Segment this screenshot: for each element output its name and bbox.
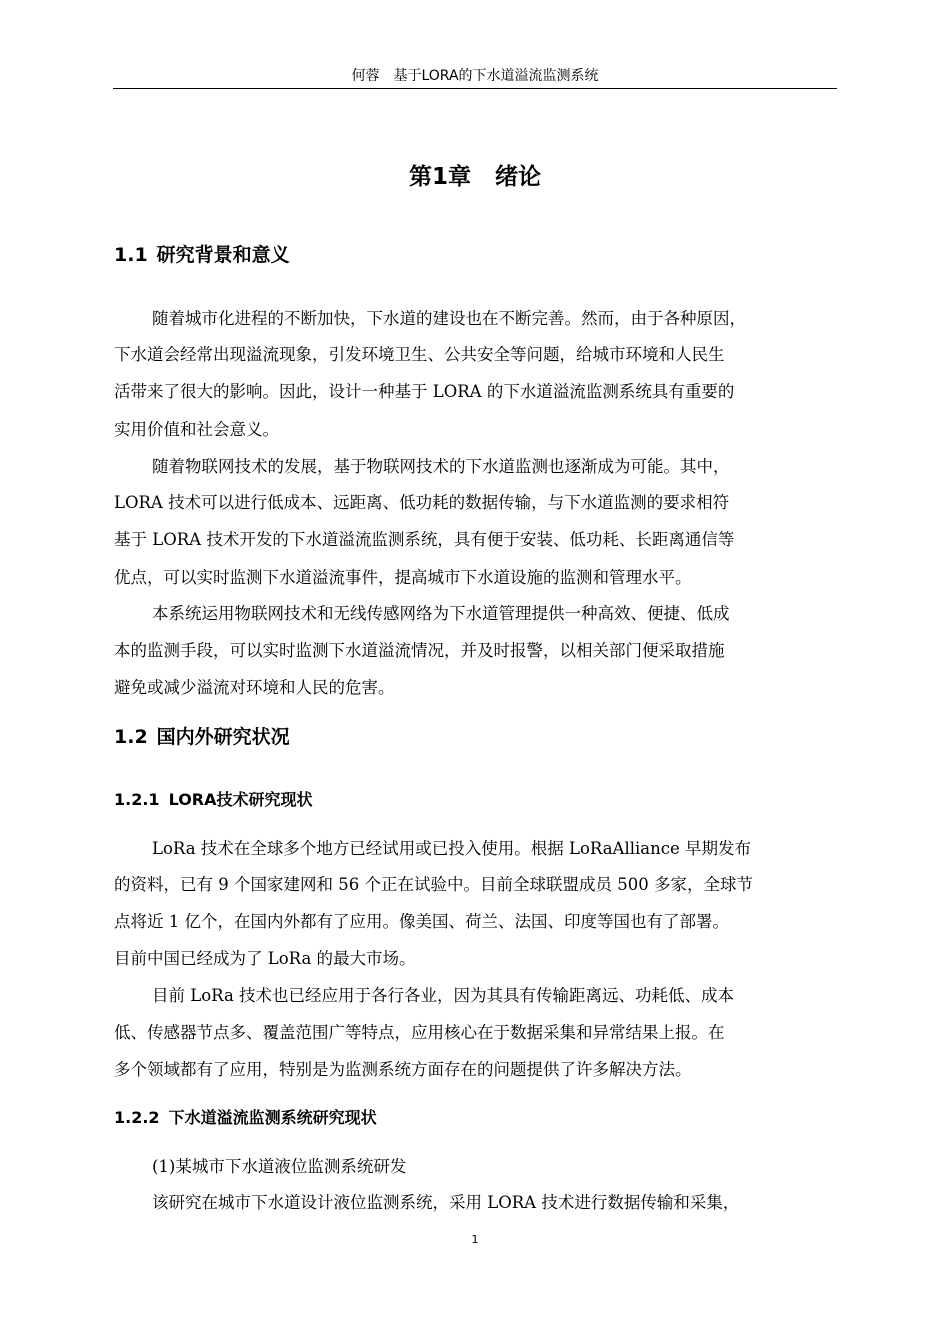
paragraph-line: 优点，可以实时监测下水道溢流事件，提高城市下水道设施的监测和管理水平。 xyxy=(114,568,692,587)
chapter-heading xyxy=(0,160,950,194)
paragraph-line: LoRa 技术在全球多个地方已经试用或已投入使用。根据 LoRaAlliance 早期发布 xyxy=(152,839,752,858)
paragraph-line: 随着城市化进程的不断加快，下水道的建设也在不断完善。然而，由于各种原因， xyxy=(152,309,746,328)
list-item-heading: (1)某城市下水道液位监测系统研发 xyxy=(152,1157,407,1176)
page-number: 1 xyxy=(471,1233,479,1246)
paragraph-line: 下水道会经常出现溢流现象，引发环境卫生、公共安全等问题，给城市环境和人民生 xyxy=(114,345,725,364)
paragraph-line: 随着物联网技术的发展，基于物联网技术的下水道监测也逐渐成为可能。其中， xyxy=(152,457,730,476)
header-title: 基于LORA的下水道溢流监测系统 xyxy=(393,68,599,84)
paragraph-line: 目前中国已经成为了 LoRa 的最大市场。 xyxy=(114,949,416,968)
paragraph-line: 本的监测手段，可以实时监测下水道溢流情况，并及时报警，以相关部门便采取措施 xyxy=(114,641,725,660)
chapter-title: 绪论 xyxy=(495,164,541,190)
paragraph-line: 实用价值和社会意义。 xyxy=(114,420,279,439)
subsection-heading-1-2-1 xyxy=(114,788,313,812)
chapter-number: 第1章 xyxy=(408,164,471,190)
subsection-number: 1.2.2 xyxy=(114,1108,160,1127)
subsection-number: 1.2.1 xyxy=(114,790,160,809)
paragraph-line: 目前 LoRa 技术也已经应用于各行各业，因为其具有传输距离远、功耗低、成本 xyxy=(152,986,735,1005)
paragraph-line: 避免或减少溢流对环境和人民的危害。 xyxy=(114,678,395,697)
subsection-title: 下水道溢流监测系统研究现状 xyxy=(168,1108,377,1127)
paragraph-line: 的资料，已有 9 个国家建网和 56 个正在试验中。目前全球联盟成员 500 多家，全球节 xyxy=(114,875,753,894)
paragraph-line: 多个领域都有了应用，特别是为监测系统方面存在的问题提供了许多解决方法。 xyxy=(114,1060,692,1079)
subsection-title: LORA技术研究现状 xyxy=(168,790,313,809)
section-number: 1.2 xyxy=(114,726,148,748)
section-title: 研究背景和意义 xyxy=(156,244,290,266)
paragraph-line: 点将近 1 亿个，在国内外都有了应用。像美国、荷兰、法国、印度等国也有了部署。 xyxy=(114,912,729,931)
section-heading-1-1 xyxy=(114,241,290,269)
section-number: 1.1 xyxy=(114,244,148,266)
section-title: 国内外研究状况 xyxy=(156,726,290,748)
subsection-heading-1-2-2 xyxy=(114,1106,377,1130)
header-author: 何蓉 xyxy=(351,68,380,84)
paragraph-line: 本系统运用物联网技术和无线传感网络为下水道管理提供一种高效、便捷、低成 xyxy=(152,604,730,623)
paragraph-line: 活带来了很大的影响。因此，设计一种基于 LORA 的下水道溢流监测系统具有重要的 xyxy=(114,382,735,401)
paragraph-line: LORA 技术可以进行低成本、远距离、低功耗的数据传输，与下水道监测的要求相符 xyxy=(114,493,730,512)
section-heading-1-2 xyxy=(114,723,290,751)
running-header xyxy=(113,66,837,89)
paragraph-line: 基于 LORA 技术开发的下水道溢流监测系统，具有便于安装、低功耗、长距离通信等 xyxy=(114,530,735,549)
paragraph-line: 该研究在城市下水道设计液位监测系统，采用 LORA 技术进行数据传输和采集， xyxy=(152,1193,740,1212)
paragraph-line: 低、传感器节点多、覆盖范围广等特点，应用核心在于数据采集和异常结果上报。在 xyxy=(114,1023,725,1042)
